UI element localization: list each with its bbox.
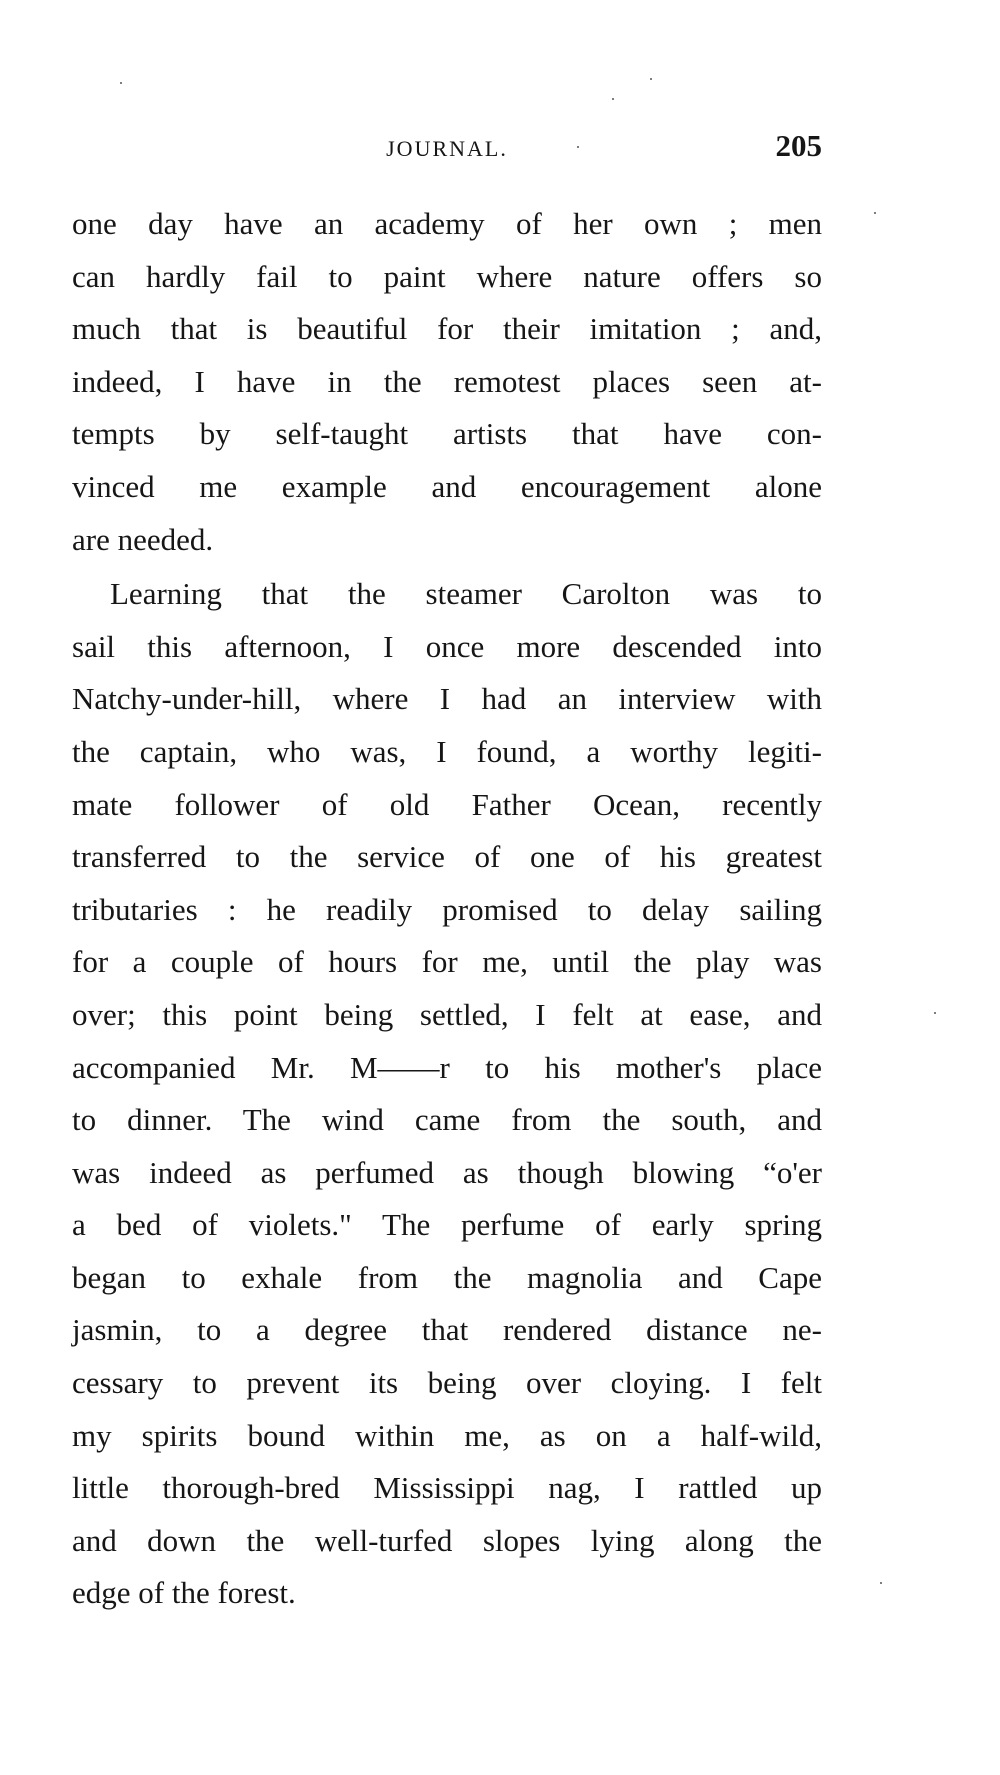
text-line: and down the well-turfed slopes lying along the: [72, 1522, 822, 1558]
page-number: 205: [775, 128, 822, 163]
text-line: accompanied Mr. M——r to his mother's place: [72, 1049, 822, 1085]
text-line: transferred to the service of one of his greatest: [72, 839, 822, 875]
page-speck: [874, 212, 876, 214]
text-line: little thorough-bred Mississippi nag, I rattled up: [72, 1470, 822, 1506]
text-line: tributaries : he readily promised to delay sailing: [72, 891, 822, 927]
text-line: began to exhale from the magnolia and Cape: [72, 1259, 822, 1295]
text-line: one day have an academy of her own ; men: [72, 206, 822, 241]
text-line: much that is beautiful for their imitation ; and,: [72, 311, 822, 347]
text-line: to dinner. The wind came from the south, and: [72, 1102, 822, 1138]
paragraph: [72, 568, 822, 1620]
page-speck: [120, 82, 122, 84]
text-line: edge of the forest.: [72, 1575, 296, 1611]
text-line: jasmin, to a degree that rendered distance ne-: [72, 1312, 822, 1348]
text-line: the captain, who was, I found, a worthy legiti-: [72, 733, 822, 769]
paragraph: [72, 198, 822, 566]
text-line: are needed.: [72, 521, 214, 557]
page-header: [72, 128, 822, 168]
page-speck: [880, 1582, 882, 1584]
page-speck: [612, 98, 614, 100]
text-line: a bed of violets." The perfume of early spring: [72, 1207, 822, 1243]
text-line: cessary to prevent its being over cloying. I felt: [72, 1365, 822, 1401]
text-line: can hardly fail to paint where nature offers so: [72, 258, 822, 294]
text-line: Learning that the steamer Carolton was to: [110, 576, 822, 612]
text-line: was indeed as perfumed as though blowing “o'er: [72, 1154, 822, 1190]
text-line: mate follower of old Father Ocean, recently: [72, 786, 822, 822]
text-line: sail this afternoon, I once more descended into: [72, 628, 822, 664]
body-text: [72, 198, 822, 1620]
text-line: over; this point being settled, I felt at ease, and: [72, 996, 822, 1032]
page-speck: [650, 78, 652, 80]
text-line: tempts by self-taught artists that have con-: [72, 416, 822, 452]
text-line: my spirits bound within me, as on a half-wild,: [72, 1417, 822, 1453]
page-speck: [934, 1012, 936, 1014]
text-line: vinced me example and encouragement alone: [72, 468, 822, 504]
text-line: for a couple of hours for me, until the play was: [72, 944, 822, 980]
text-line: Natchy-under-hill, where I had an interview with: [72, 681, 822, 717]
text-line: indeed, I have in the remotest places seen at-: [72, 363, 822, 399]
running-title: JOURNAL.: [386, 136, 508, 161]
